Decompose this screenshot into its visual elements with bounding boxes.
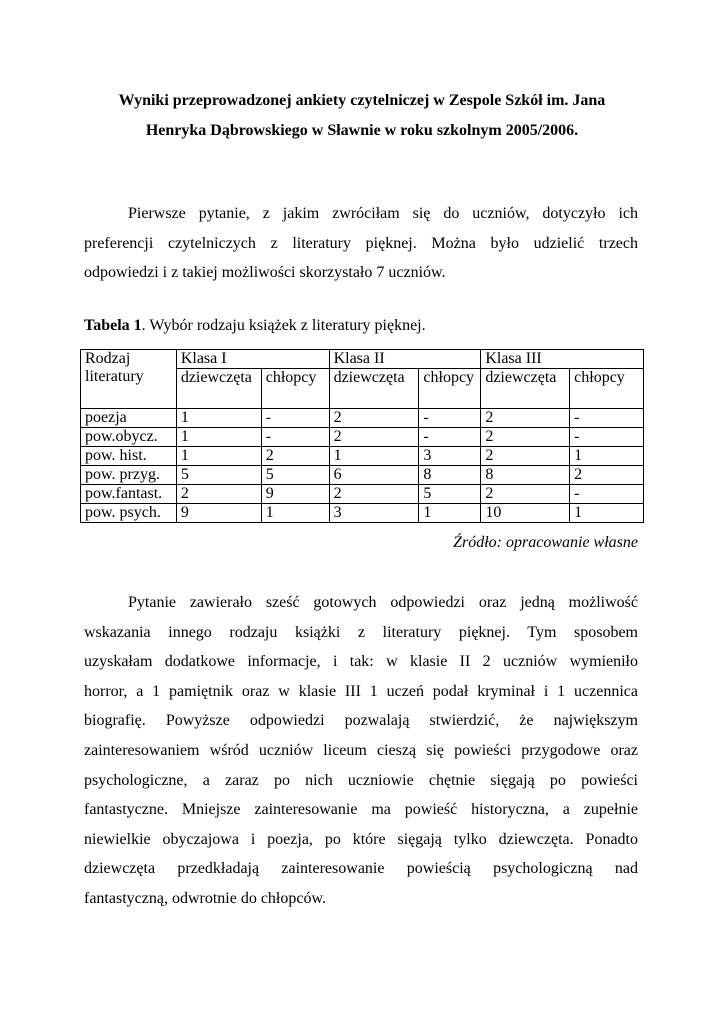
table-cell: 5	[261, 466, 329, 485]
paragraph-line: niewielkie obyczajowa i poezja, po które sięgają tylko dziewczęta. Ponadto	[84, 830, 638, 848]
table-cell: pow.obycz.	[81, 428, 177, 447]
table-cell: 1	[570, 447, 644, 466]
table-class-header: Klasa I	[176, 350, 329, 369]
table-cell: 1	[261, 504, 329, 523]
table-cell: -	[570, 409, 644, 428]
table-cell: 2	[570, 466, 644, 485]
table-cell: 2	[481, 409, 570, 428]
table-corner-header: Rodzaj literatury	[81, 350, 177, 409]
table-cell: 2	[176, 485, 261, 504]
table-cell: -	[419, 409, 481, 428]
table-subheader: dziewczęta	[176, 369, 261, 409]
paragraph-line: fantastyczne. Mniejsze zainteresowanie ma powieść historyczna, a zupełnie	[84, 801, 638, 819]
table-cell: poezja	[81, 409, 177, 428]
paragraph-analysis	[84, 588, 638, 914]
table-cell: 1	[176, 409, 261, 428]
table-cell: -	[570, 428, 644, 447]
table-class-header: Klasa III	[481, 350, 644, 369]
literature-table	[80, 349, 644, 523]
paragraph-line: Pierwsze pytanie, z jakim zwróciłam się do uczniów, dotyczyło ich	[128, 205, 638, 222]
table-cell: 6	[329, 466, 419, 485]
table-row	[81, 409, 644, 428]
table-cell: -	[261, 428, 329, 447]
table-source-note: Źródło: opracowanie własne	[453, 534, 638, 551]
table-cell: 2	[481, 485, 570, 504]
paragraph-line: fantastyczną, odwrotnie do chłopców.	[84, 889, 326, 907]
table-cell: 5	[419, 485, 481, 504]
table-subheader: dziewczęta	[481, 369, 570, 409]
table-cell: 5	[176, 466, 261, 485]
table-cell: 1	[570, 504, 644, 523]
document-title	[84, 86, 640, 146]
paragraph-line: wskazania innego rodzaju książki z literatury pięknej. Tym sposobem	[84, 623, 638, 641]
paragraph-line: horror, a 1 pamiętnik oraz w klasie III 1 uczeń podał kryminał i 1 uczennica	[84, 682, 638, 700]
table-cell: pow.fantast.	[81, 485, 177, 504]
table-cell: 1	[329, 447, 419, 466]
table-subheader: chłopcy	[419, 369, 481, 409]
paragraph-line: Pytanie zawierało sześć gotowych odpowiedzi oraz jedną możliwość	[128, 594, 638, 611]
table-caption-text: . Wybór rodzaju książek z literatury pięknej.	[141, 317, 426, 334]
table-cell: 1	[176, 447, 261, 466]
paragraph-line: zainteresowaniem wśród uczniów liceum cieszą się powieści przygodowe oraz	[84, 741, 638, 759]
paragraph-line: psychologiczne, a zaraz po nich uczniowie chętnie sięgają po powieści	[84, 771, 638, 789]
table-cell: 1	[419, 504, 481, 523]
table-cell: 1	[176, 428, 261, 447]
paragraph-line: odpowiedzi i z takiej możliwości skorzystało 7 uczniów.	[84, 264, 446, 282]
table-cell: 9	[176, 504, 261, 523]
table-cell: pow. przyg.	[81, 466, 177, 485]
table-row	[81, 504, 644, 523]
paragraph-line: preferencji czytelniczych z literatury pięknej. Można było udzielić trzech	[84, 234, 638, 252]
table-subheader: chłopcy	[261, 369, 329, 409]
table-header-row	[81, 350, 644, 369]
paragraph-line: biografię. Powyższe odpowiedzi pozwalają stwierdzić, że największym	[84, 712, 638, 730]
table-caption	[84, 317, 426, 335]
paragraph-intro	[84, 199, 638, 288]
table-cell: 9	[261, 485, 329, 504]
paragraph-line: dziewczęta przedkładają zainteresowanie powieścią psychologiczną nad	[84, 860, 638, 878]
table-class-header: Klasa II	[329, 350, 481, 369]
table-row	[81, 485, 644, 504]
table-subheader: chłopcy	[570, 369, 644, 409]
table-cell: 8	[481, 466, 570, 485]
table-cell: 2	[261, 447, 329, 466]
table-cell: -	[419, 428, 481, 447]
table-caption-label: Tabela 1	[84, 317, 142, 334]
table-cell: pow. psych.	[81, 504, 177, 523]
table-cell: 2	[329, 409, 419, 428]
table-cell: 2	[481, 447, 570, 466]
table-cell: 2	[329, 485, 419, 504]
table-row	[81, 447, 644, 466]
table-cell: 3	[329, 504, 419, 523]
title-line-1: Wyniki przeprowadzonej ankiety czytelniczej w Zespole Szkół im. Jana	[118, 92, 606, 109]
table-cell: 10	[481, 504, 570, 523]
table-cell: pow. hist.	[81, 447, 177, 466]
table-cell: -	[261, 409, 329, 428]
table-cell: 8	[419, 466, 481, 485]
table-cell: 2	[329, 428, 419, 447]
table-row	[81, 466, 644, 485]
table-cell: -	[570, 485, 644, 504]
table-subheader: dziewczęta	[329, 369, 419, 409]
table-cell: 2	[481, 428, 570, 447]
table-row	[81, 428, 644, 447]
paragraph-line: uzyskałam dodatkowe informacje, i tak: w klasie II 2 uczniów wymieniło	[84, 653, 638, 671]
table-cell: 3	[419, 447, 481, 466]
title-line-2: Henryka Dąbrowskiego w Sławnie w roku szkolnym 2005/2006.	[145, 122, 579, 139]
